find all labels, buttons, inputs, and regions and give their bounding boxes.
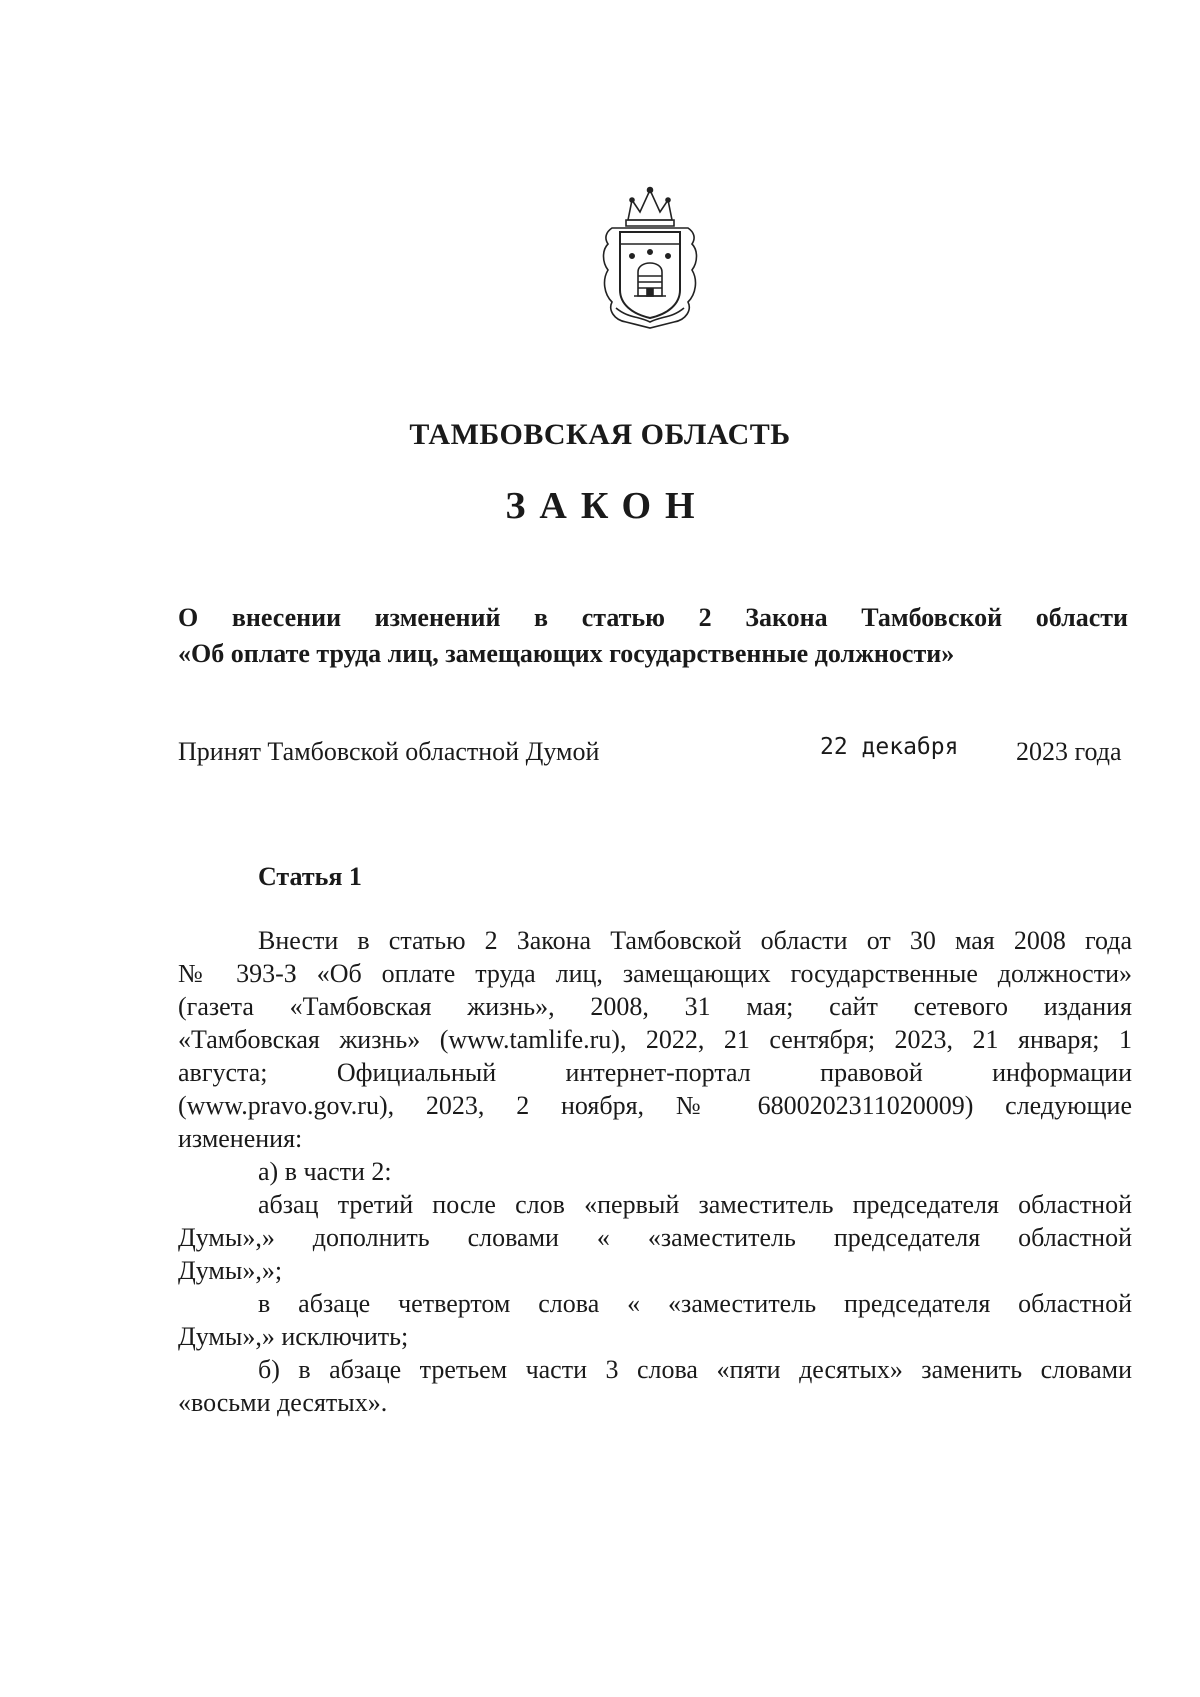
article-line: абзац третий после слов «первый заместитель председателя областной — [258, 1190, 1132, 1219]
article-line: Думы»,» исключить; — [178, 1322, 409, 1351]
article-line: а) в части 2: — [258, 1157, 392, 1186]
article-line: б) в абзаце третьем части 3 слова «пяти десятых» заменить словами — [258, 1355, 1132, 1384]
adopted-by-label: Принят Тамбовской областной Думой — [178, 737, 600, 766]
article-line: № 393-З «Об оплате труда лиц, замещающих государственные должности» — [178, 959, 1132, 988]
law-title-line: О внесении изменений в статью 2 Закона Тамбовской области — [178, 603, 1128, 632]
article-line: Внести в статью 2 Закона Тамбовской области от 30 мая 2008 года — [258, 926, 1132, 955]
article-line: изменения: — [178, 1124, 303, 1153]
article-line: «восьми десятых». — [178, 1388, 388, 1417]
article-line: (газета «Тамбовская жизнь», 2008, 31 мая; сайт сетевого издания — [178, 992, 1132, 1021]
article-line: Думы»,» дополнить словами « «заместитель председателя областной — [178, 1223, 1132, 1252]
law-title-line: «Об оплате труда лиц, замещающих государственные должности» — [178, 639, 955, 668]
article-line: в абзаце четвертом слова « «заместитель председателя областной — [258, 1289, 1132, 1318]
adoption-date: 22 декабря — [820, 734, 959, 760]
region-heading: ТАМБОВСКАЯ ОБЛАСТЬ — [409, 418, 791, 451]
law-title — [178, 600, 1128, 672]
article-line: «Тамбовская жизнь» (www.tamlife.ru), 2022, 21 сентября; 2023, 21 января; 1 — [178, 1025, 1132, 1054]
article-line: (www.pravo.gov.ru), 2023, 2 ноября, № 6800202311020009) следующие — [178, 1091, 1132, 1120]
tambov-coat-of-arms-icon — [598, 186, 702, 332]
article-heading: Статья 1 — [258, 862, 362, 891]
article-body — [178, 924, 1132, 1419]
adoption-year: 2023 года — [1016, 737, 1122, 766]
article-line: Думы»,»; — [178, 1256, 283, 1285]
document-type-heading: ЗАКОН — [505, 485, 709, 527]
article-line: августа; Официальный интернет-портал правовой информации — [178, 1058, 1132, 1087]
